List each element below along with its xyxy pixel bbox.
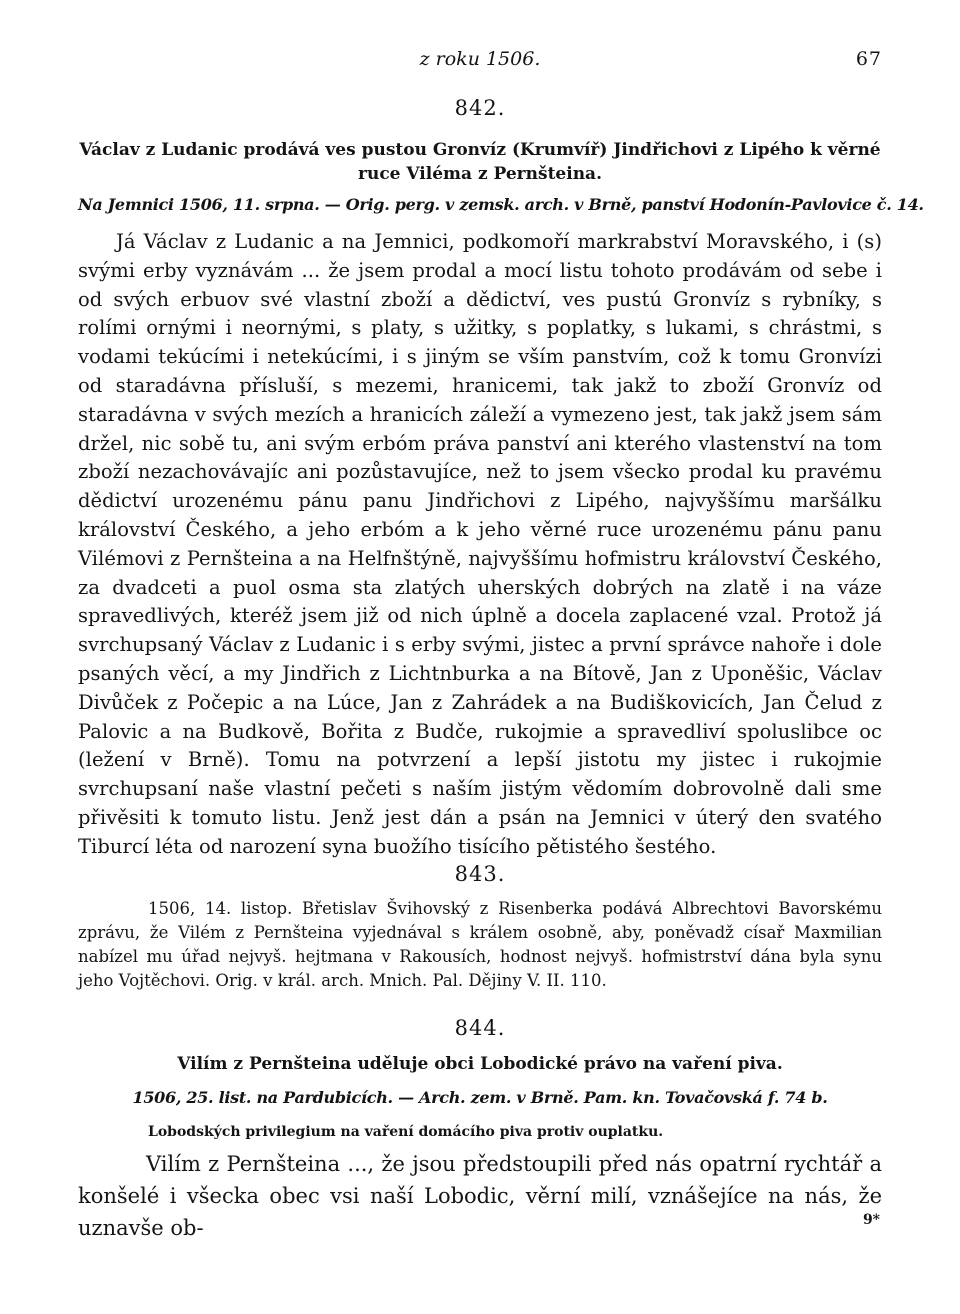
doc-844-regest: Vilím z Pernšteina uděluje obci Lobodické právo na vaření piva. [177, 1054, 783, 1074]
doc-844-body [78, 1148, 882, 1244]
doc-843-summary [78, 897, 882, 993]
doc-844-note: Lobodských privilegium na vaření domácího piva protiv ouplatku. [148, 1124, 664, 1140]
doc-843-text: 1506, 14. listop. Břetislav Švihovský z Risenberka podává Albrechtovi Bavorskému zprávu, že Vilém z Pernšteina vyjednával s králem osobně, aby, poněvadž císař Maxmilian nabízel mu úřad nejvyš. hejtmana v Rakousích, hodnost nejvyš. hofmistrství dána byla synu jeho Vojtěchovi. Orig. v král. arch. Mnich. Pal. Dějiny V. II. 110. [78, 899, 882, 990]
doc-844-text: Vilím z Pernšteina ..., že jsou předstoupili před nás opatrní rychtář a konšelé i všecka obec vsi naší Lobodic, věrní milí, vznášejíce na nás, že uznavše ob- [78, 1152, 882, 1240]
doc-843-number: 843. [454, 862, 506, 886]
running-head [78, 46, 882, 76]
running-title: z roku 1506. [419, 48, 541, 70]
doc-842-regest: Václav z Ludanic prodává ves pustou Gronvíz (Krumvíř) Jindřichovi z Lipého k věrné ruce Viléma z Pernšteina. [79, 140, 881, 184]
doc-842-number: 842. [454, 96, 506, 120]
doc-844-number: 844. [454, 1016, 506, 1040]
doc-844-source: 1506, 25. list. na Pardubicích. — Arch. zem. v Brně. Pam. kn. Tovačovská f. 74 b. [132, 1088, 828, 1107]
signature-mark: 9* [862, 1212, 880, 1228]
page-number: 67 [855, 48, 882, 70]
doc-842-source: Na Jemnici 1506, 11. srpna. — Orig. perg. v zemsk. arch. v Brně, panství Hodonín-Pavlovice č. 14. [78, 195, 924, 214]
doc-842-body [78, 228, 882, 862]
doc-842-text: Já Václav z Ludanic a na Jemnici, podkomoří markrabství Moravského, i (s) svými erby vyznávám ... že jsem prodal a mocí listu tohoto prodávám od sebe i od svých erbuov své vlastní zboží a dědictví, ves pustú Gronvíz s rybníky, s rolími ornými i neornými, s platy, s užitky, s poplatky, s lukami, s chrástmi, s vodami tekúcími i netekúcími, i s jiným se vším panstvím, což k tomu Gronvízi od staradávna přísluší, s mezemi, hranicemi, tak jakž to zboží Gronvíz od staradávna v svých mezích a hranicích záleží a vymezeno jest, tak jakž jsem sám držel, nic sobě tu, ani svým erbóm práva panství ani kterého vlastenství na tom zboží nezachovávajíc ani pozůstavujíce, než to jsem všecko prodal ku pravému dědictví urozenému pánu panu Jindřichovi z Lipého, najvyššímu maršálku království Českého, a jeho erbóm a k jeho věrné ruce urozenému pánu panu Vilémovi z Pernšteina a na Helfnštýně, najvyššímu hofmistru království Českého, za dvadceti a puol osma sta zlatých uherských dobrých na zlatě i na váze spravedlivých, kteréž jsem již od nich úplně a docela zaplacené vzal. Protož já svrchupsaný Václav z Ludanic i s erby svými, jistec a první správce nahoře i dole psaných věcí, a my Jindřich z Lichtnburka a na Bítově, Jan z Uponěšic, Václav Divůček z Počepic a na Lúce, Jan z Zahrádek a na Budiškovicích, Jan Čelud z Palovic a na Budkově, Bořita z Budče, rukojmie a spravedliví spoluslibce oc (ležení v Brně). Tomu na potvrzení a lepší jistotu my jistec i rukojmie svrchupsaní naše vlastní pečeti s naším jistým vědomím dobrovolně dali sme přivěsiti k tomuto listu. Jenž jest dán a psán na Jemnici v úterý den svatého Tiburcí léta od narození syna buožího tisícího pětistého šestého. [78, 230, 882, 858]
